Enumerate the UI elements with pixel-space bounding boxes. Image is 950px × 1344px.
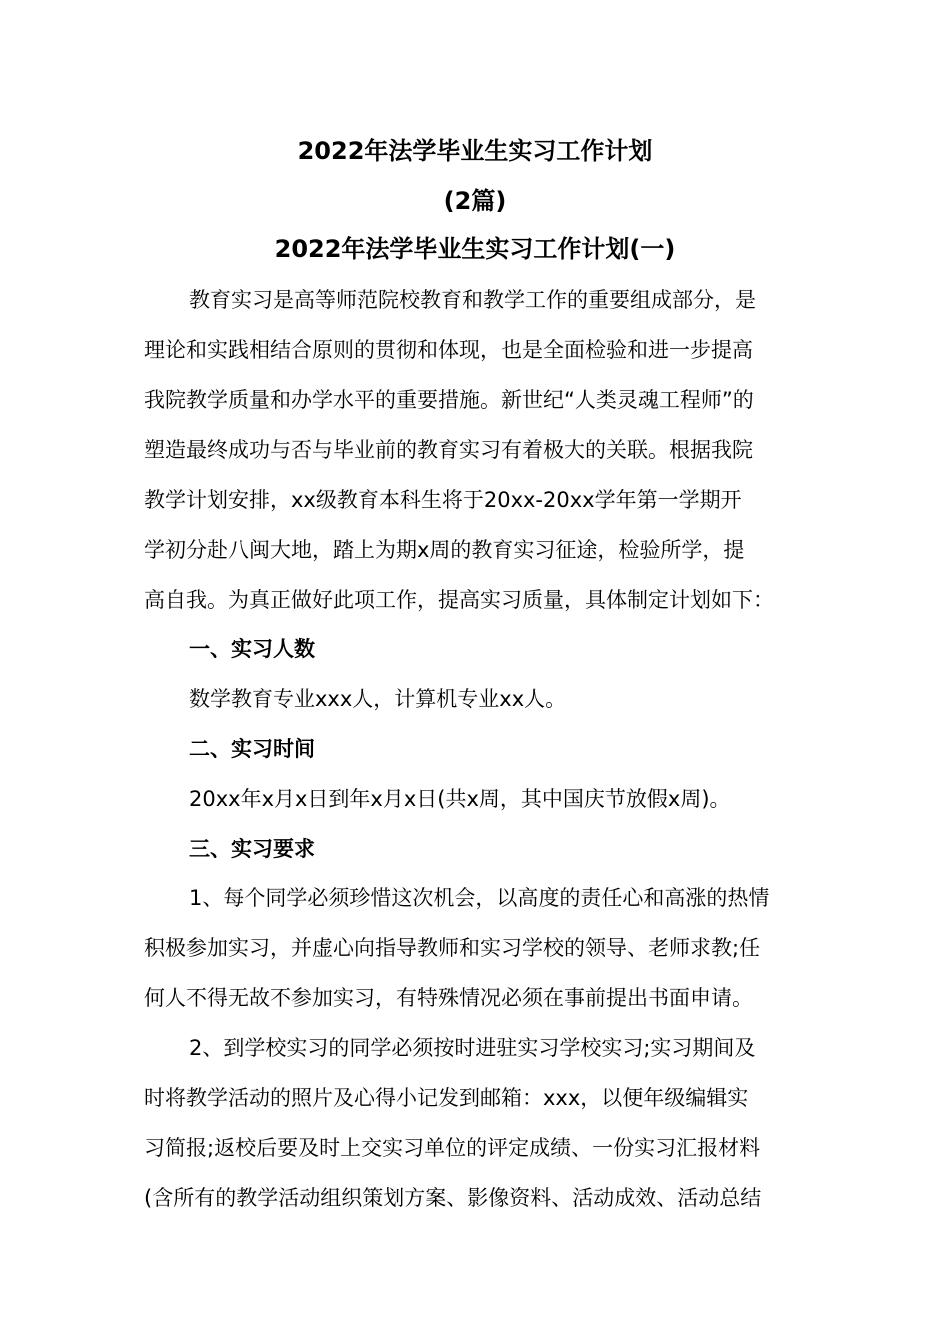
paragraph-line: 习简报;返校后要及时上交实习单位的评定成绩、一份实习汇报材料 [144,1136,761,1160]
paragraph-line: 学初分赴八闽大地，踏上为期x周的教育实习征途，检验所学，提 [144,538,745,562]
section-heading: 一、实习人数 [189,637,315,661]
document-subtitle: 2022年法学毕业生实习工作计划(一) [274,235,676,263]
document-title-count: (2篇) [443,187,507,215]
paragraph-line: 时将教学活动的照片及心得小记发到邮箱：xxx，以便年级编辑实 [144,1086,749,1110]
paragraph-line: 教育实习是高等师范院校教育和教学工作的重要组成部分，是 [189,288,756,312]
paragraph-line: 2、到学校实习的同学必须按时进驻实习学校实习;实习期间及 [189,1036,756,1060]
paragraph-line: 高自我。为真正做好此项工作，提高实习质量，具体制定计划如下： [144,588,774,612]
section-heading: 二、实习时间 [189,737,315,761]
paragraph-line: 塑造最终成功与否与毕业前的教育实习有着极大的关联。根据我院 [144,438,753,462]
paragraph-line: 理论和实践相结合原则的贯彻和体现，也是全面检验和进一步提高 [144,338,753,362]
paragraph-line: (含所有的教学活动组织策划方案、影像资料、活动成效、活动总结 [144,1186,762,1210]
document-title: 2022年法学毕业生实习工作计划 [297,137,653,165]
paragraph-line: 教学计划安排，xx级教育本科生将于20xx-20xx学年第一学期开 [144,488,742,512]
paragraph-line: 1、每个同学必须珍惜这次机会，以高度的责任心和高涨的热情 [189,886,770,910]
paragraph-line: 积极参加实习，并虚心向指导教师和实习学校的领导、老师求教;任 [144,936,761,960]
paragraph-line: 何人不得无故不参加实习，有特殊情况必须在事前提出书面申请。 [144,986,753,1010]
paragraph-line: 我院教学质量和办学水平的重要措施。新世纪“人类灵魂工程师”的 [144,388,754,412]
paragraph-line: 20xx年x月x日到年x月x日(共x周，其中国庆节放假x周)。 [189,787,731,811]
section-heading: 三、实习要求 [189,837,315,861]
paragraph-line: 数学教育专业xxx人，计算机专业xx人。 [189,687,567,711]
